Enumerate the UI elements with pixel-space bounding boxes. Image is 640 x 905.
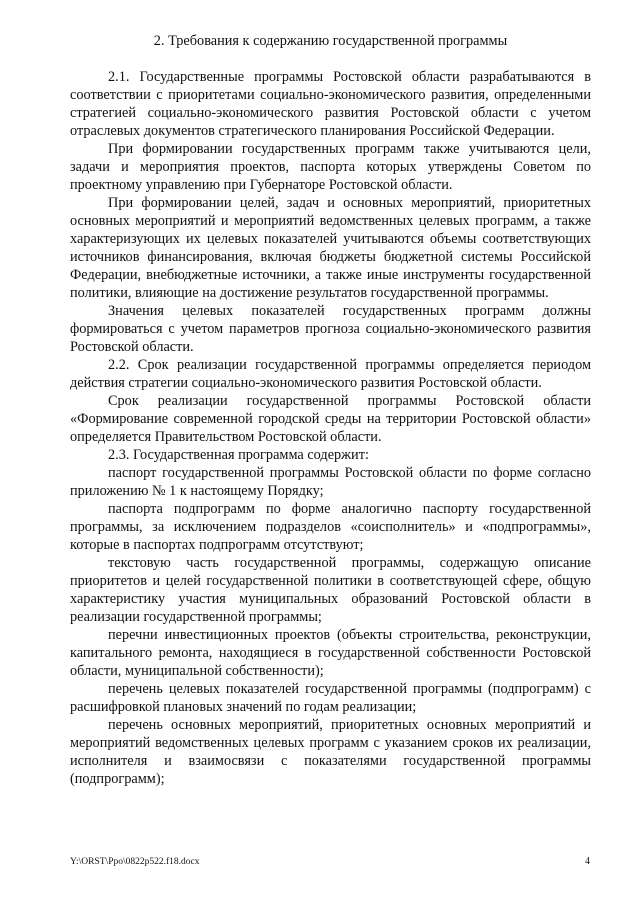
section-heading: 2. Требования к содержанию государственной программы xyxy=(153,33,508,49)
paragraph-2-3: 2.3. Государственная программа содержит: xyxy=(108,447,369,463)
list-item-subprogram-passports: паспорта подпрограмм по форме аналогично паспорту государственной программы, за исключением подразделов «соисполнитель» и «подпрограммы», которые в паспортах подпрограмм отсутствуют; xyxy=(70,501,591,553)
paragraph-goals-tasks: При формировании целей, задач и основных мероприятий, приоритетных основных мероприятий и мероприятий ведомственных целевых программ, а также характеризующих их целевых показателей учитываются объемы соответствующих источников финансирования, включая бюджеты бюджетной системы Российской Федерации, внебюджетные источники, а также иные инструменты государственной политики, влияющие на достижение результатов государственной программы. xyxy=(70,195,591,301)
list-item-text-part: текстовую часть государственной программы, содержащую описание приоритетов и целей государственной политики в соответствующей сфере, общую характеристику участия муниципальных образований Ростовской области в реализации государственной программы; xyxy=(70,555,591,625)
list-item-investment-projects: перечни инвестиционных проектов (объекты строительства, реконструкции, капитального ремонта, находящиеся в государственной собственности Ростовской области, муниципальной собственности); xyxy=(70,627,591,679)
document-body xyxy=(70,68,591,788)
paragraph-projects: При формировании государственных программ также учитываются цели, задачи и мероприятия проектов, паспорта которых утверждены Советом по проектному управлению при Губернаторе Ростовской области. xyxy=(70,141,591,193)
list-item-target-indicators: перечень целевых показателей государственной программы (подпрограмм) с расшифровкой плановых значений по годам реализации; xyxy=(70,681,591,715)
paragraph-urban-environment: Срок реализации государственной программы Ростовской области «Формирование современной городской среды на территории Ростовской области» определяется Правительством Ростовской области. xyxy=(70,393,591,445)
paragraph-2-2: 2.2. Срок реализации государственной программы определяется периодом действия стратегии социально-экономического развития Ростовской области. xyxy=(70,357,591,391)
footer-page-number: 4 xyxy=(585,856,590,867)
paragraph-2-1: 2.1. Государственные программы Ростовской области разрабатываются в соответствии с приоритетами социально-экономического развития, определенными стратегией социально-экономического развития Ростовской области с учетом отраслевых документов стратегического планирования Российской Федерации. xyxy=(70,69,591,139)
paragraph-target-indicators: Значения целевых показателей государственных программ должны формироваться с учетом параметров прогноза социально-экономического развития Ростовской области. xyxy=(70,303,591,355)
list-item-main-activities: перечень основных мероприятий, приоритетных основных мероприятий и мероприятий ведомственных целевых программ с указанием сроков их реализации, исполнителя и взаимосвязи с показателями государственной программы (подпрограмм); xyxy=(70,717,591,787)
list-item-passport: паспорт государственной программы Ростовской области по форме согласно приложению № 1 к настоящему Порядку; xyxy=(70,465,591,499)
footer-file-path: Y:\ORST\Ppo\0822p522.f18.docx xyxy=(70,857,200,867)
